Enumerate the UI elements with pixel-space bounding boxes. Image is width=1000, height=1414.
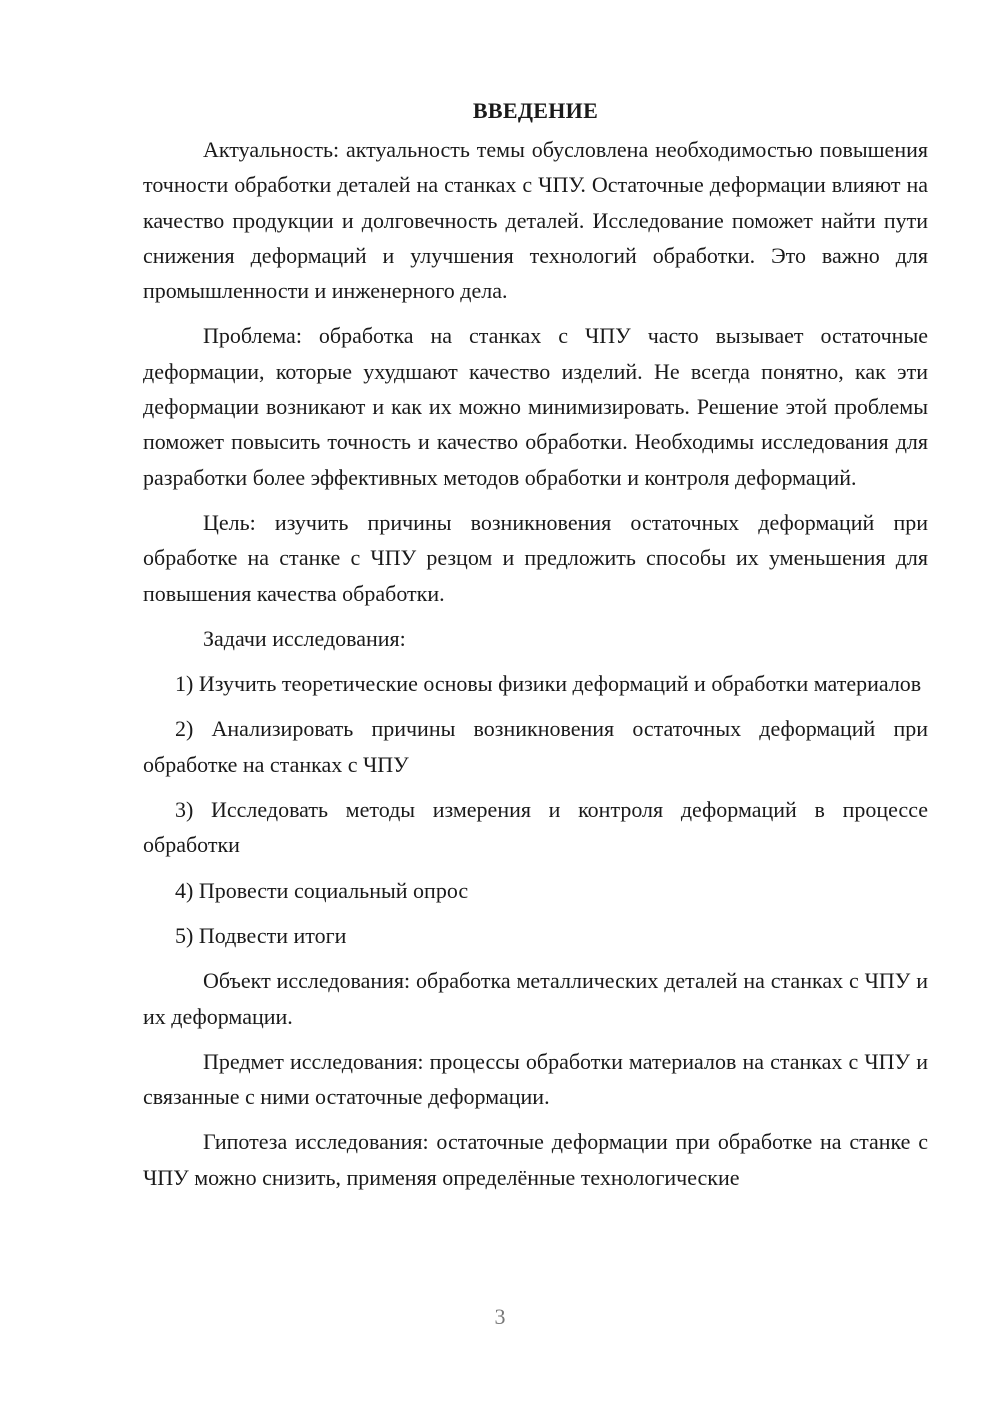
paragraph-problem: Проблема: обработка на станках с ЧПУ часто вызывает остаточные деформации, которые ухудшают качество изделий. Не всегда понятно, как эти деформации возникают и как их можно минимизировать. Решение этой проблемы поможет повысить точность и качество обработки. Необходимы исследования для разработки более эффективных методов обработки и контроля деформаций. — [143, 323, 928, 490]
task-item-1: 1) Изучить теоретические основы физики деформаций и обработки материалов — [175, 671, 922, 697]
task-item-5: 5) Подвести итоги — [175, 922, 347, 948]
paragraph-object: Объект исследования: обработка металлических деталей на станках с ЧПУ и их деформации. — [143, 968, 928, 1029]
paragraph-tasks-heading: Задачи исследования: — [203, 625, 406, 651]
task-item-3: 3) Исследовать методы измерения и контроля деформаций в процессе обработки — [143, 797, 928, 858]
task-item-2: 2) Анализировать причины возникновения остаточных деформаций при обработке на станках с ЧПУ — [143, 716, 928, 777]
page-title: ВВЕДЕНИЕ — [472, 98, 599, 123]
page-number: 3 — [494, 1304, 506, 1329]
paragraph-hypothesis: Гипотеза исследования: остаточные деформации при обработке на станке с ЧПУ можно снизить, применяя определённые технологические — [143, 1129, 928, 1190]
paragraph-subject: Предмет исследования: процессы обработки материалов на станках с ЧПУ и связанные с ними остаточные деформации. — [143, 1048, 928, 1110]
task-item-4: 4) Провести социальный опрос — [175, 877, 469, 903]
paragraph-goal: Цель: изучить причины возникновения остаточных деформаций при обработке на станке с ЧПУ резцом и предложить способы их уменьшения для повышения качества обработки. — [143, 509, 928, 606]
paragraph-relevance: Актуальность: актуальность темы обусловлена необходимостью повышения точности обработки деталей на станках с ЧПУ. Остаточные деформации влияют на качество продукции и долговечность деталей. Исследование поможет найти пути снижения деформаций и улучшения технологий обработки. Это важно для промышленности и инженерного дела. — [143, 137, 928, 304]
document-page — [143, 96, 928, 1205]
